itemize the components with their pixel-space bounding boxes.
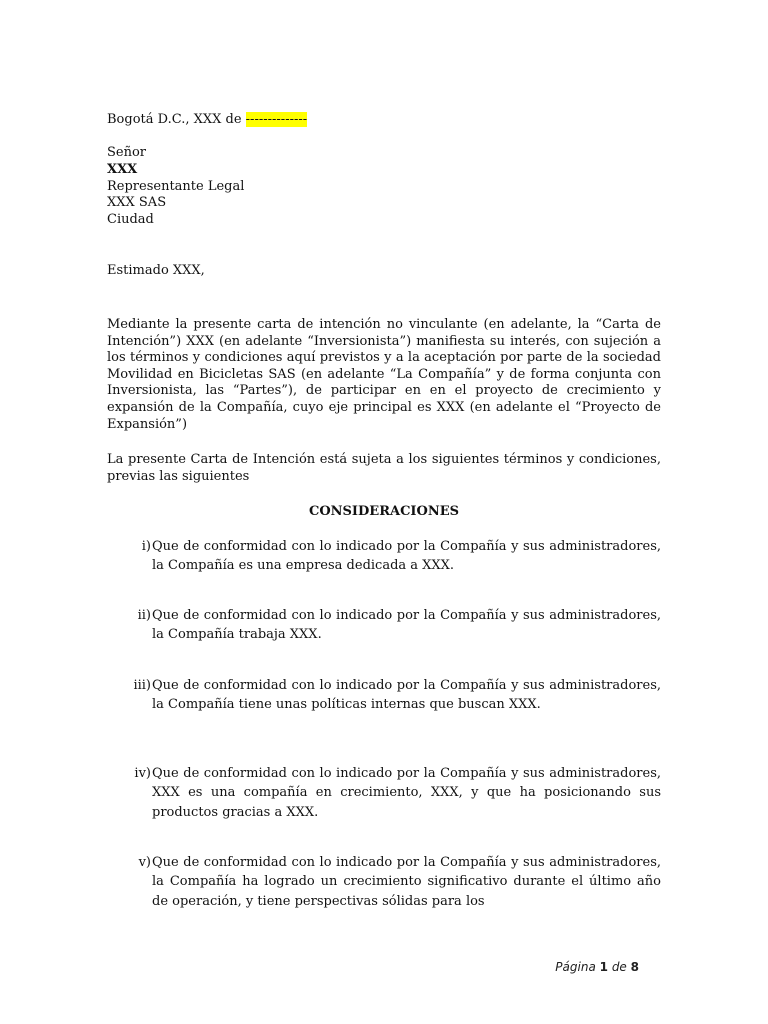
date-blank-highlight: -------------- — [245, 112, 308, 127]
terms-paragraph: La presente Carta de Intención está sujeta a los siguientes términos y condiciones, previas las siguientes — [107, 452, 661, 484]
consideration-text: Que de conformidad con lo indicado por la Compañía y sus administradores, la Compañía es una empresa dedicada a XXX. — [152, 539, 661, 574]
total-pages-number: 8 — [630, 960, 639, 974]
date-line — [107, 111, 307, 128]
consideration-number: iii) — [133, 678, 151, 693]
greeting: Estimado XXX, — [107, 263, 205, 278]
consideration-text: Que de conformidad con lo indicado por la Compañía y sus administradores, XXX es una compañía en crecimiento, XXX, y que ha posicionando sus productos gracias a XXX. — [152, 766, 661, 820]
consideration-text: Que de conformidad con lo indicado por la Compañía y sus administradores, la Compañía tiene unas políticas internas que buscan XXX. — [152, 678, 661, 713]
recipient-company: XXX SAS — [107, 195, 167, 210]
date-text: Bogotá D.C., XXX de — [107, 112, 246, 127]
consideration-number: ii) — [137, 608, 151, 623]
consideration-number: v) — [138, 855, 151, 870]
intro-paragraph: Mediante la presente carta de intención no vinculante (en adelante, la “Carta de Intención”) XXX (en adelante “Inversionista”) manifiesta su interés, con sujeción a los términos y condiciones aquí previstos y a la aceptación por parte de la sociedad Movilidad en Bicicletas SAS (en adelante “La Compañía” y de forma conjunta con Inversionista, las “Partes”), de participar en en el proyecto de crecimiento y expansión de la Compañía, cuyo eje principal es XXX (en adelante el “Proyecto de Expansión”) — [107, 317, 661, 432]
consideration-number: i) — [141, 539, 151, 554]
recipient-city: Ciudad — [107, 212, 154, 227]
section-heading: CONSIDERACIONES — [308, 504, 460, 519]
current-page-number: 1 — [599, 960, 608, 974]
salutation-title: Señor — [107, 145, 147, 160]
page-word: Página — [555, 960, 596, 974]
consideration-text: Que de conformidad con lo indicado por la Compañía y sus administradores, la Compañía ha logrado un crecimiento significativo durante el último año de operación, y tiene perspectivas sólidas para los — [152, 855, 661, 909]
of-word: de — [611, 960, 627, 974]
recipient-name: XXX — [107, 162, 138, 177]
page-footer — [555, 960, 639, 974]
consideration-text: Que de conformidad con lo indicado por la Compañía y sus administradores, la Compañía trabaja XXX. — [152, 608, 661, 643]
consideration-number: iv) — [134, 766, 151, 781]
recipient-role: Representante Legal — [107, 179, 245, 194]
